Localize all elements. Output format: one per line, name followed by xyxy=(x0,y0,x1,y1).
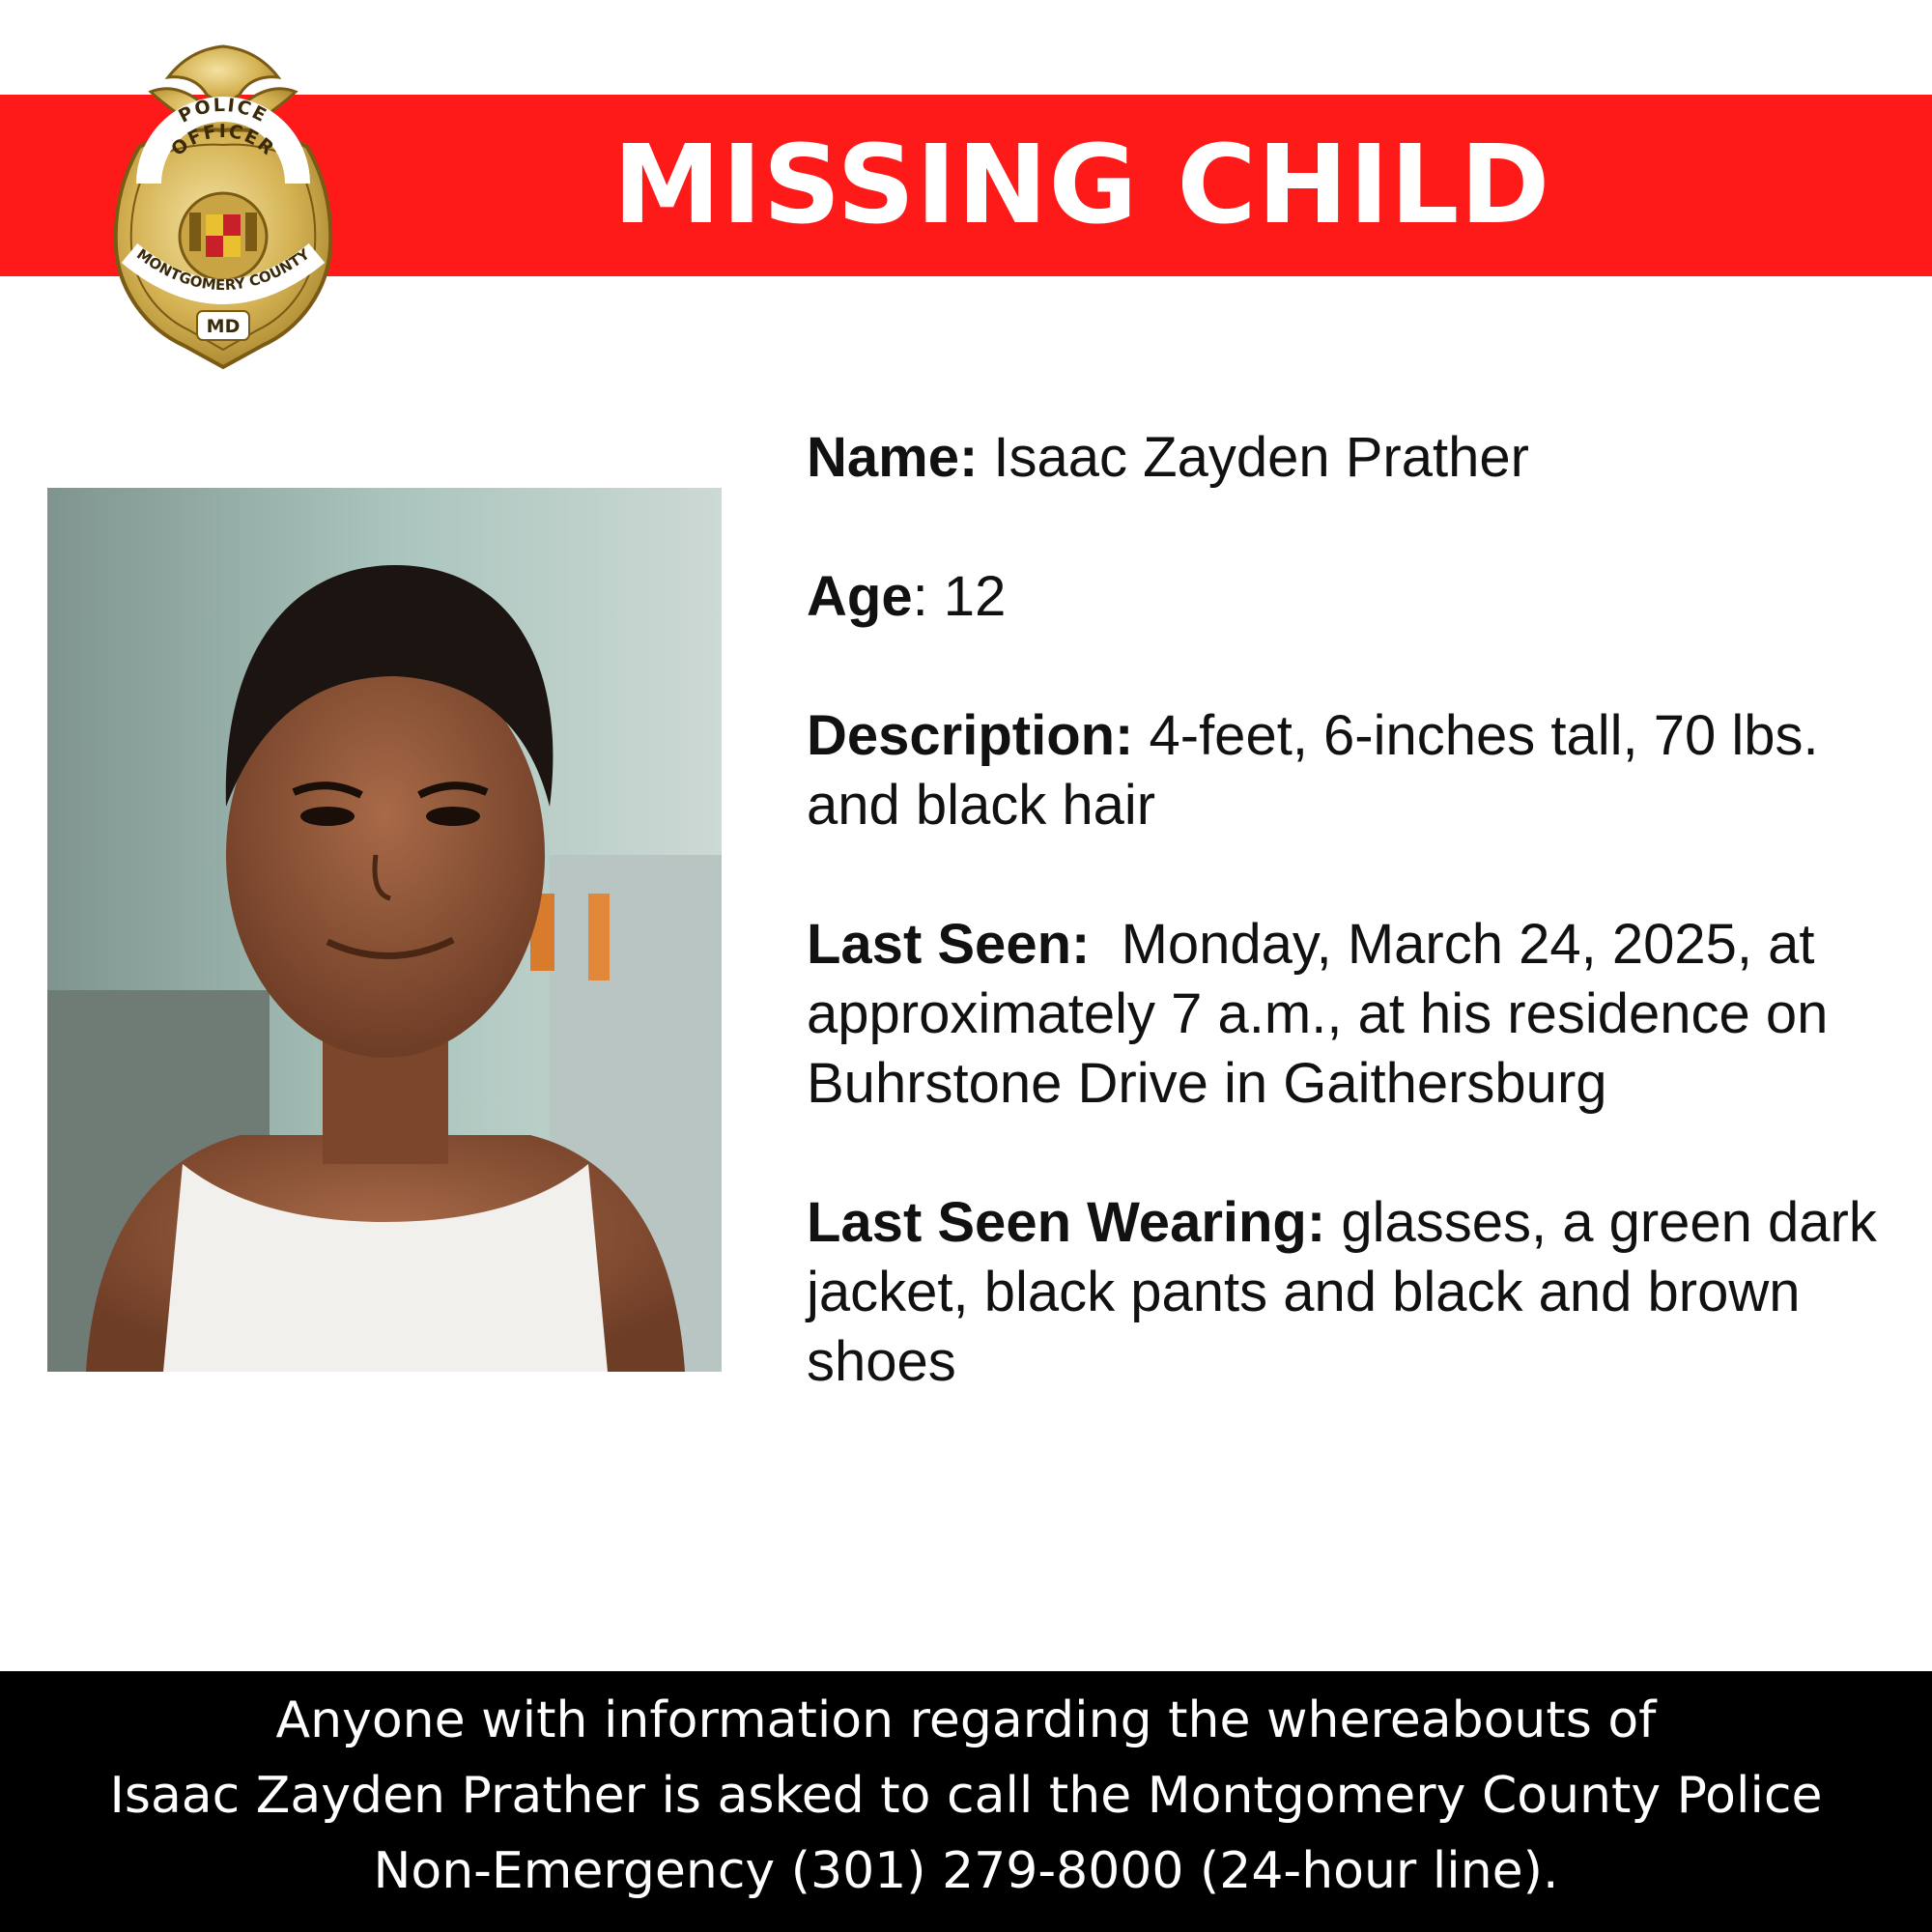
footer-line-3: Non-Emergency (301) 279-8000 (24-hour line). xyxy=(373,1842,1559,1900)
child-details xyxy=(807,423,1908,1466)
wearing-field xyxy=(807,1188,1908,1397)
name-value: Isaac Zayden Prather xyxy=(993,426,1529,489)
police-badge-logo xyxy=(93,39,354,372)
contact-footer xyxy=(0,1671,1932,1932)
last-seen-label: Last Seen: xyxy=(807,913,1091,976)
wearing-label: Last Seen Wearing: xyxy=(807,1191,1326,1254)
last-seen-field xyxy=(807,910,1908,1119)
wearing-value: glasses, a green dark jacket, black pants and black and brown shoes xyxy=(807,1191,1877,1393)
age-label: Age xyxy=(807,565,913,628)
page-title: MISSING CHILD xyxy=(612,123,1551,248)
badge-text-county: MONTGOMERY COUNTY xyxy=(133,244,313,295)
portrait-image xyxy=(47,488,722,1372)
badge-text-officer: OFFICER xyxy=(167,120,279,161)
age-value: : 12 xyxy=(912,565,1007,628)
last-seen-value: Monday, March 24, 2025, at approximately 7 a.m., at his residence on Buhrstone Drive in Gaithersburg xyxy=(807,913,1829,1115)
age-field xyxy=(807,562,1908,632)
name-field xyxy=(807,423,1908,493)
footer-line-1: Anyone with information regarding the whereabouts of xyxy=(275,1691,1657,1749)
badge-text-police: POLICE xyxy=(175,94,271,128)
description-field xyxy=(807,701,1908,840)
badge-icon xyxy=(93,39,354,372)
description-value: 4-feet, 6-inches tall, 70 lbs. and black hair xyxy=(807,704,1819,837)
name-label: Name: xyxy=(807,426,979,489)
description-label: Description: xyxy=(807,704,1134,767)
badge-text-md: MD xyxy=(206,316,241,337)
footer-line-2: Isaac Zayden Prather is asked to call the Montgomery County Police xyxy=(109,1767,1823,1825)
child-photo xyxy=(47,488,722,1372)
